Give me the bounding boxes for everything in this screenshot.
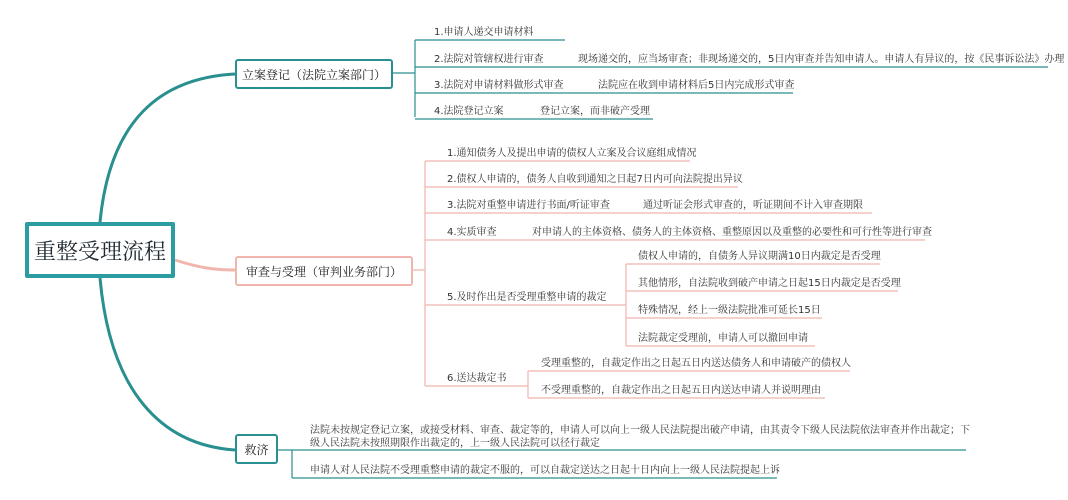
b2-item5-sub2: 其他情形，自法院收到破产申请之日起15日内裁定是否受理 <box>638 278 901 289</box>
b1-item1-label: 1.申请人递交申请材料 <box>434 27 534 38</box>
link-root-branch1 <box>100 74 235 222</box>
b2-item4-note: 对申请人的主体资格、债务人的主体资格、重整原因以及重整的必要性和可行性等进行审查 <box>532 227 932 238</box>
root-node: 重整受理流程 <box>25 222 175 278</box>
branch-remedy-node: 救济 <box>235 434 278 464</box>
b1-item2-note: 现场递交的，应当场审查；非现场递交的，5日内审查并告知申请人。申请人有异议的，按《民事诉讼法》办理 <box>578 54 1065 65</box>
b2-item6-label: 6.送达裁定书 <box>447 373 507 384</box>
branch-review-node: 审查与受理（审判业务部门） <box>235 256 413 286</box>
b2-item6-sub1: 受理重整的，自裁定作出之日起五日内送达债务人和申请破产的债权人 <box>541 358 851 369</box>
b1-item3-label: 3.法院对申请材料做形式审查 <box>434 80 564 91</box>
b2-item5-sub4: 法院裁定受理前，申请人可以撤回申请 <box>638 333 808 344</box>
b3-item2-text: 申请人对人民法院不受理重整申请的裁定不服的，可以自裁定送达之日起十日内向上一级人民法院提起上诉 <box>310 465 780 476</box>
b2-item2-label: 2.债权人申请的，债务人自收到通知之日起7日内可向法院提出异议 <box>447 174 743 185</box>
b3-bracket <box>278 450 292 478</box>
b2-item5-sub3: 特殊情况，经上一级法院批准可延长15日 <box>638 305 821 316</box>
b1-bracket <box>393 40 415 117</box>
b2-item4-label: 4.实质审查 <box>447 227 497 238</box>
b2-item3-note: 通过听证会形式审查的，听证期间不计入审查期限 <box>643 200 863 211</box>
branch-filing-node: 立案登记（法院立案部门） <box>235 59 393 89</box>
b1-item2-label: 2.法院对管辖权进行审查 <box>434 54 544 65</box>
b1-item4-note: 登记立案，而非破产受理 <box>540 106 650 117</box>
b2-item5-label: 5.及时作出是否受理重整申请的裁定 <box>447 292 607 303</box>
b1-item3-note: 法院应在收到申请材料后5日内完成形式审查 <box>598 80 795 91</box>
b2-item5-sub1: 债权人申请的，自债务人异议期满10日内裁定是否受理 <box>638 251 881 262</box>
b2-bracket <box>413 161 425 386</box>
b2-item6-bracket <box>518 371 528 398</box>
link-root-branch2 <box>175 260 235 270</box>
b2-item1-label: 1.通知债务人及提出申请的债权人立案及合议庭组成情况 <box>447 148 697 159</box>
link-root-branch3 <box>100 278 235 450</box>
b2-item6-sub2: 不受理重整的，自裁定作出之日起五日内送达申请人并说明理由 <box>541 385 821 396</box>
b3-item1-text: 法院未按规定登记立案，或接受材料、审查、裁定等的，申请人可以向上一级人民法院提出破产申请，由其责令下级人民法院依法审查并作出裁定；下级人民法院未按照期限作出裁定的，上一级人民法院可以径行裁定 <box>310 425 970 449</box>
b1-item4-label: 4.法院登记立案 <box>434 106 504 117</box>
b2-item5-bracket <box>618 264 626 346</box>
b2-item3-label: 3.法院对重整申请进行书面/听证审查 <box>447 200 610 211</box>
